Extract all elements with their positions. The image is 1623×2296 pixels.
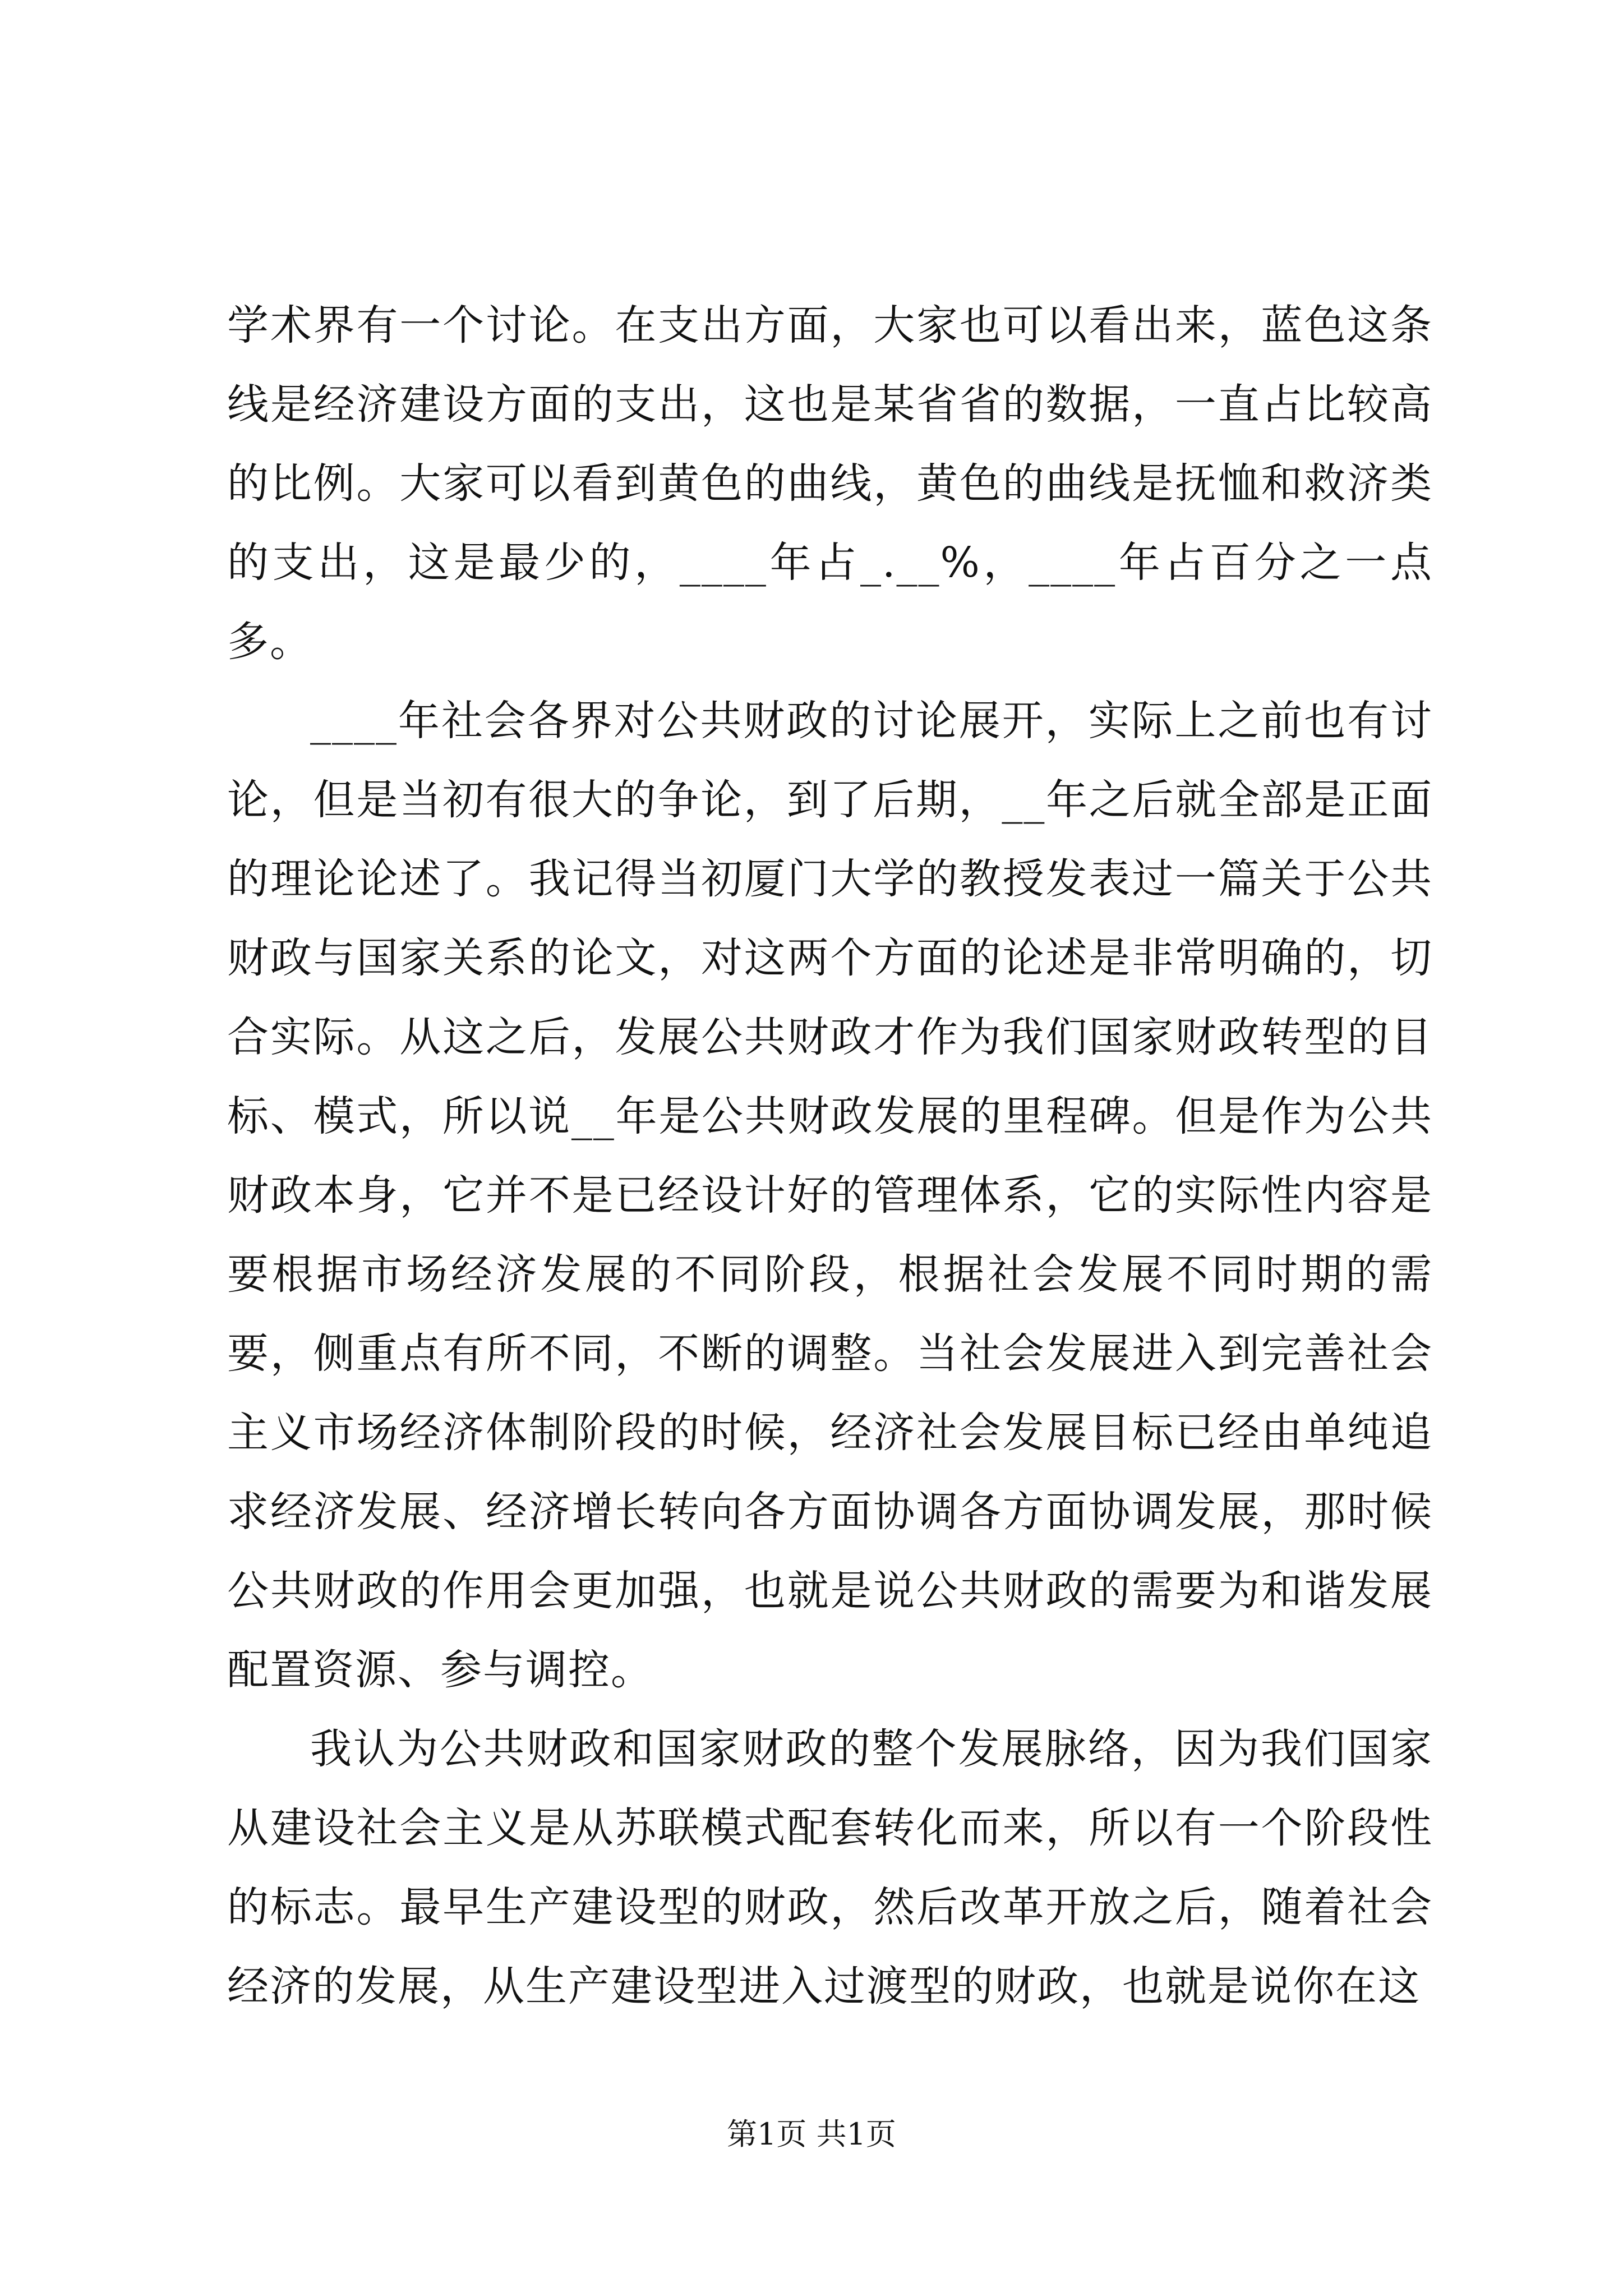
paragraph-1: 学术界有一个讨论。在支出方面，大家也可以看出来，蓝色这条线是经济建设方面的支出，这也是某省省的数据，一直占比较高的比例。大家可以看到黄色的曲线，黄色的曲线是抚恤和救济类的支出，这是最少的，____年占_.__%，____年占百分之一点多。 — [227, 301, 1433, 666]
page-footer: 第1页 共1页 — [727, 2116, 896, 2152]
paragraph-2: ____年社会各界对公共财政的讨论展开，实际上之前也有讨论，但是当初有很大的争论，到了后期，__年之后就全部是正面的理论论述了。我记得当初厦门大学的教授发表过一篇关于公共财政与国家关系的论文，对这两个方面的论述是非常明确的，切合实际。从这之后，发展公共财政才作为我们国家财政转型的目标、模式，所以说__年是公共财政发展的里程碑。但是作为公共财政本身，它并不是已经设计好的管理体系，它的实际性内容是要根据市场经济发展的不同阶段，根据社会发展不同时期的需要，侧重点有所不同，不断的调整。当社会发展进入到完善社会主义市场经济体制阶段的时候，经济社会发展目标已经由单纯追求经济发展、经济增长转向各方面协调各方面协调发展，那时候公共财政的作用会更加强，也就是说公共财政的需要为和谐发展配置资源、参与调控。 — [227, 697, 1433, 1694]
document-body — [227, 286, 1433, 2026]
paragraph-3: 我认为公共财政和国家财政的整个发展脉络，因为我们国家从建设社会主义是从苏联模式配套转化而来，所以有一个阶段性的标志。最早生产建设型的财政，然后改革开放之后，随着社会经济的发展，从生产建设型进入过渡型的财政，也就是说你在这 — [227, 1725, 1433, 2010]
